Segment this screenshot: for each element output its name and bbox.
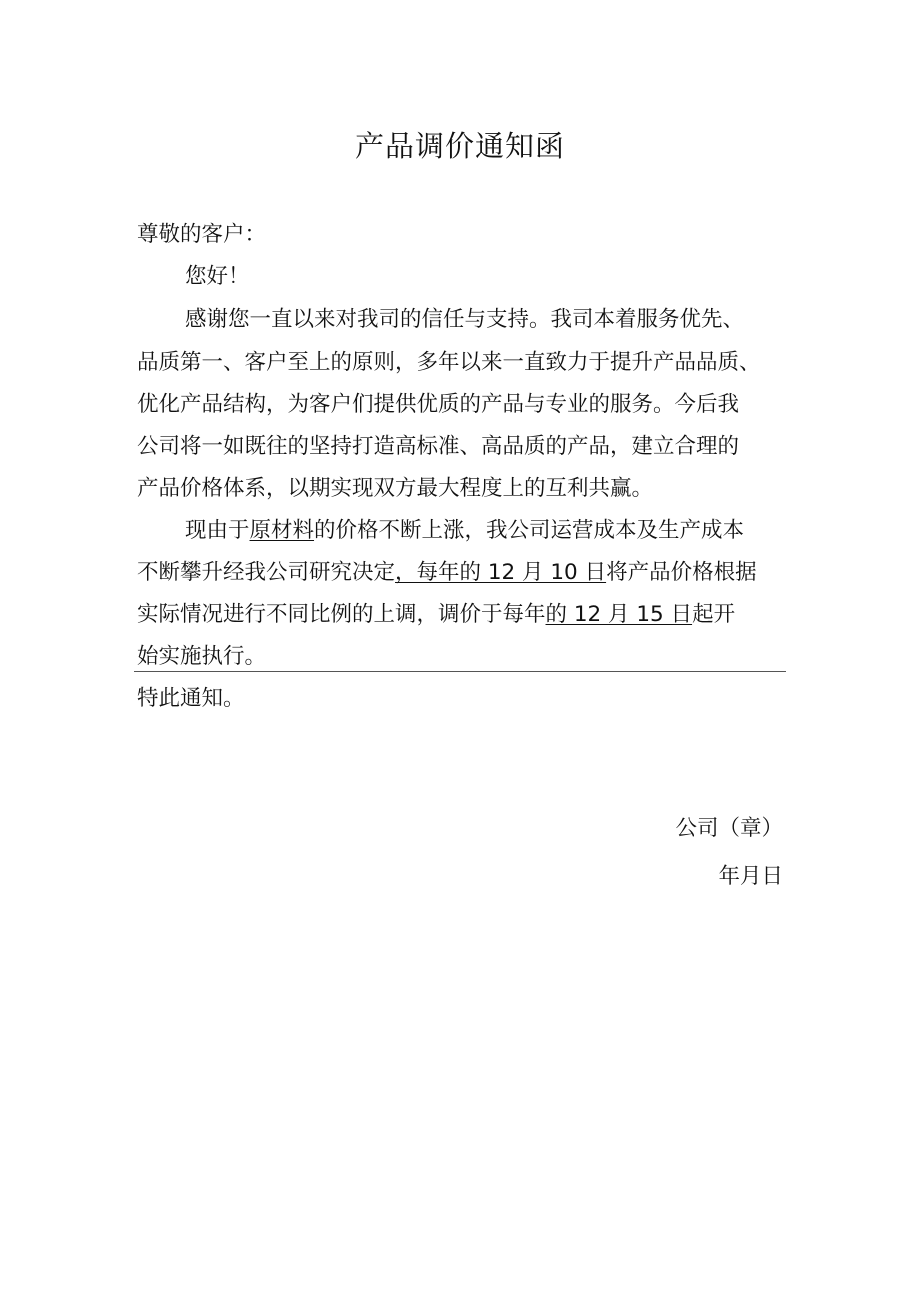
document-title: 产品调价通知函 (354, 129, 565, 163)
date-line: 年月日 (718, 864, 783, 889)
paragraph-1-line-2: 品质第一、客户至上的原则，多年以来一直致力于提升产品品质、 (137, 350, 761, 375)
greeting: 您好！ (185, 264, 250, 289)
paragraph-1-line-4: 公司将一如既往的坚持打造高标准、高品质的产品，建立合理的 (137, 434, 740, 459)
paragraph-1-line-5: 产品价格体系，以期实现双方最大程度上的互利共赢。 (137, 476, 654, 501)
text-segment: 起开 (692, 602, 736, 627)
underlined-decision-date: ，每年的 12 月 10 日 (395, 560, 607, 585)
text-segment: 实际情况进行不同比例的上调，调价于每年 (137, 602, 546, 627)
underlined-effective-date: 的 12 月 15 日 (545, 602, 693, 627)
paragraph-2-line-2 (137, 558, 757, 588)
paragraph-1-line-1: 感谢您一直以来对我司的信任与支持。我司本着服务优先、 (185, 307, 745, 332)
text-segment: 不断攀升经我公司研究决定 (137, 560, 396, 585)
horizontal-divider (134, 671, 786, 672)
text-segment: 的价格不断上涨，我公司运营成本及生产成本 (314, 518, 745, 543)
text-segment: 将产品价格根据 (606, 560, 757, 585)
paragraph-2-line-1 (185, 516, 744, 546)
underlined-raw-materials: 原材料 (249, 518, 315, 543)
paragraph-2-line-4: 始实施执行。 (137, 644, 267, 669)
paragraph-1-line-3: 优化产品结构，为客户们提供优质的产品与专业的服务。今后我 (137, 392, 740, 417)
text-segment: 现由于 (185, 518, 250, 543)
company-seal-line: 公司（章） (675, 816, 783, 841)
salutation: 尊敬的客户： (137, 222, 267, 247)
closing-remark: 特此通知。 (137, 686, 245, 711)
paragraph-2-line-3 (137, 600, 735, 630)
